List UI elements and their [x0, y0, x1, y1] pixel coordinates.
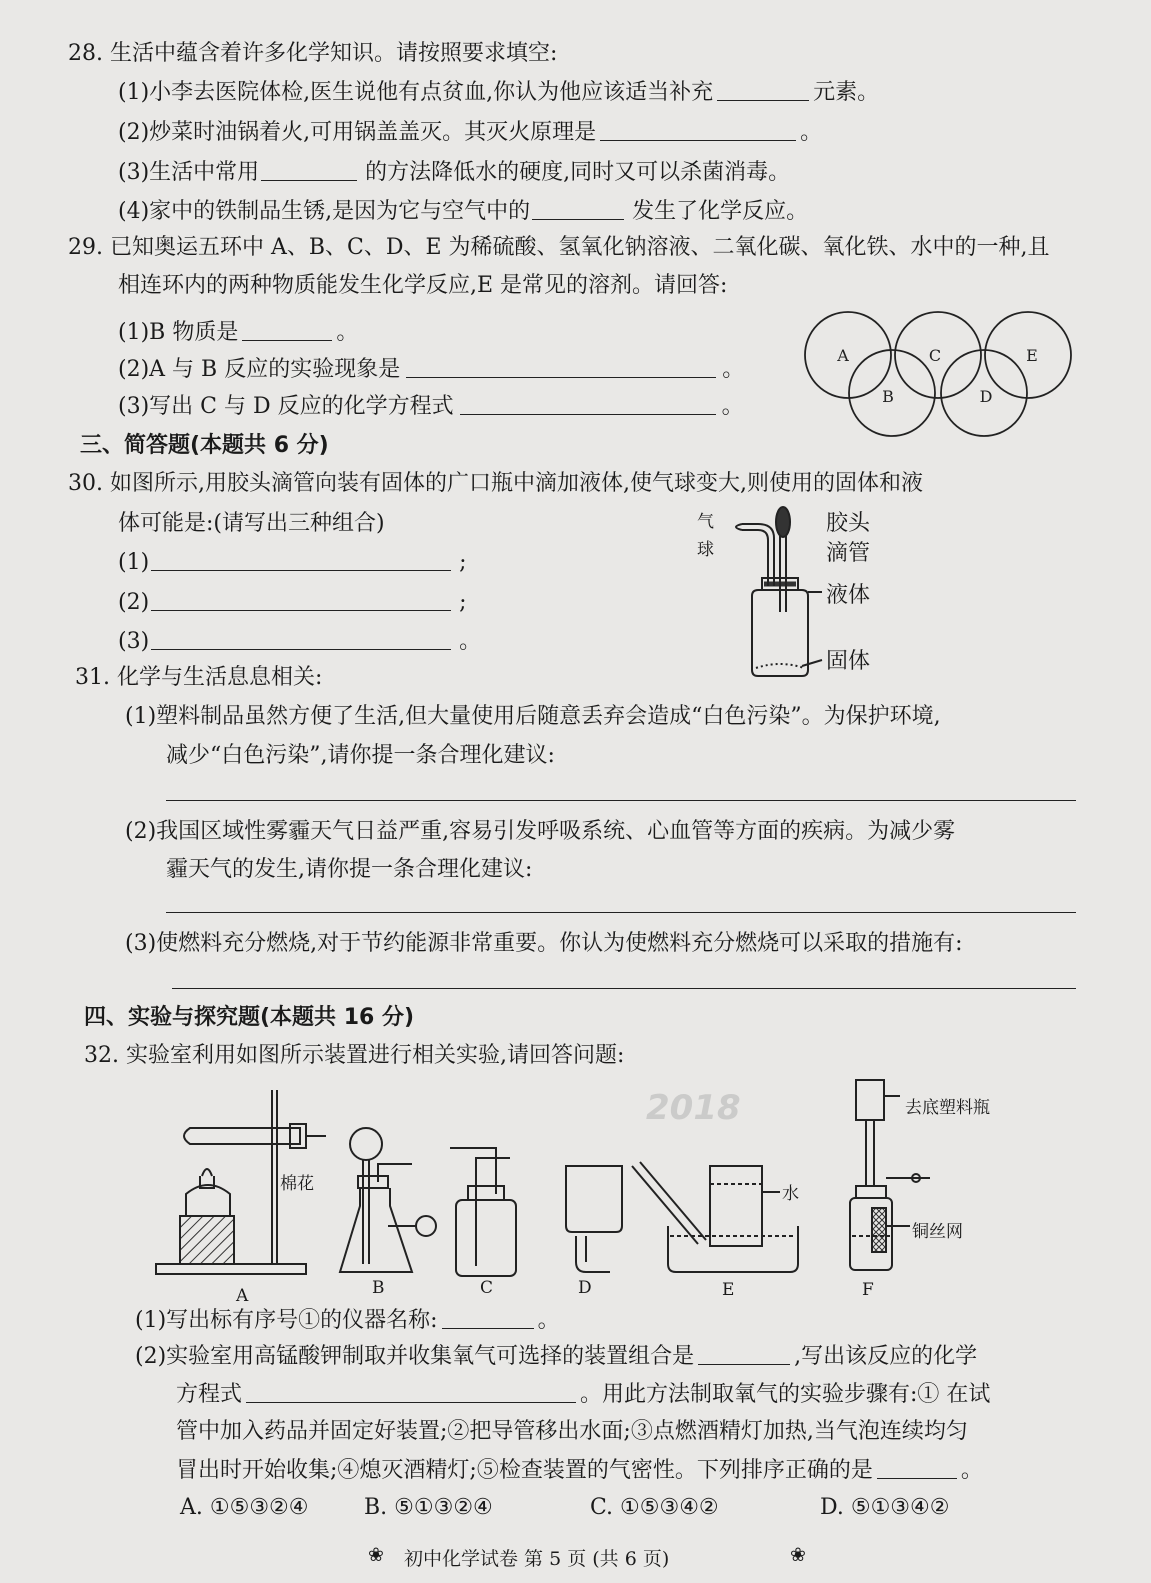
water-label: 水 — [782, 1184, 799, 1204]
answer-blank[interactable] — [532, 197, 624, 220]
lab-apparatus-figure — [150, 1076, 970, 1296]
q32-stem: 32. 实验室利用如图所示装置进行相关实验,请回答问题: — [84, 1043, 625, 1068]
q32-part2-line4: 冒出时开始收集;④熄灭酒精灯;⑤检查装置的气密性。下列排序正确的是 。 — [176, 1458, 983, 1483]
q31-part1-line2: 减少“白色污染”,请你提一条合理化建议: — [166, 743, 555, 768]
q30-answer1: (1) ; — [118, 550, 467, 575]
ring-label-a: A — [837, 346, 849, 365]
option-a[interactable]: A. ①⑤③②④ — [180, 1495, 309, 1520]
ring-label-e: E — [1026, 346, 1038, 365]
q28-part2: (2)炒菜时油锅着火,可用锅盖盖灭。其灭火原理是 。 — [118, 120, 823, 145]
section-4-heading: 四、实验与探究题(本题共 16 分) — [84, 1005, 415, 1030]
apparatus-b — [340, 1128, 436, 1272]
label-c: C — [480, 1278, 494, 1298]
answer-blank[interactable] — [151, 588, 451, 611]
option-c[interactable]: C. ①⑤③④② — [590, 1495, 719, 1520]
answer-blank[interactable] — [460, 392, 716, 415]
q31-part2-line1: (2)我国区域性雾霾天气日益严重,容易引发呼吸系统、心血管等方面的疾病。为减少雾 — [125, 819, 956, 844]
page-footer: 初中化学试卷 第 5 页 (共 6 页) — [404, 1548, 670, 1570]
apparatus-e — [632, 1162, 798, 1272]
answer-blank[interactable] — [698, 1342, 790, 1365]
option-d[interactable]: D. ⑤①③④② — [820, 1495, 950, 1520]
q29-part1: (1)B 物质是 。 — [118, 320, 359, 345]
label-e: E — [722, 1280, 735, 1300]
dropper-label-2: 滴管 — [826, 541, 871, 566]
answer-blank[interactable] — [261, 158, 357, 181]
liquid-label: 液体 — [826, 583, 871, 608]
bottle-label: 去底塑料瓶 — [905, 1098, 990, 1118]
q31-part1-line1: (1)塑料制品虽然方便了生活,但大量使用后随意丢弃会造成“白色污染”。为保护环境, — [125, 704, 941, 729]
dropper-label-1: 胶头 — [826, 511, 871, 536]
q31-part2-line2: 霾天气的发生,请你提一条合理化建议: — [166, 857, 533, 882]
q31-stem: 31. 化学与生活息息相关: — [75, 665, 323, 690]
section-3-heading: 三、简答题(本题共 6 分) — [80, 433, 329, 458]
apparatus-d — [566, 1166, 622, 1272]
answer-blank[interactable] — [717, 78, 809, 101]
q32-part1: (1)写出标有序号①的仪器名称: 。 — [135, 1308, 560, 1333]
answer-blank[interactable] — [151, 548, 451, 571]
footer-deco-right: ❀ — [790, 1544, 806, 1566]
q29-stem-line2: 相连环内的两种物质能发生化学反应,E 是常见的溶剂。请回答: — [118, 273, 728, 298]
q32-part2-line1: (2)实验室用高锰酸钾制取并收集氧气可选择的装置组合是 ,写出该反应的化学 — [135, 1344, 978, 1369]
q29-part3: (3)写出 C 与 D 反应的化学方程式 。 — [118, 394, 744, 419]
ring-label-c: C — [928, 346, 942, 365]
solid-label: 固体 — [826, 649, 871, 674]
q28-part4: (4)家中的铁制品生锈,是因为它与空气中的 发生了化学反应。 — [118, 199, 809, 224]
dropper-bulb — [776, 507, 790, 537]
q30-stem-line1: 30. 如图所示,用胶头滴管向装有固体的广口瓶中滴加液体,使气球变大,则使用的固体和液 — [68, 471, 923, 496]
q30-stem-line2: 体可能是:(请写出三种组合) — [118, 511, 385, 536]
balloon-label-2: 球 — [697, 540, 714, 560]
q30-answer3: (3) 。 — [118, 629, 482, 654]
answer-blank[interactable] — [242, 318, 332, 341]
cotton-label: 棉花 — [280, 1174, 314, 1194]
balloon-label-1: 气 — [697, 512, 714, 532]
mesh-label: 铜丝网 — [912, 1222, 963, 1242]
label-f: F — [862, 1280, 874, 1300]
q28-part3: (3)生活中常用 的方法降低水的硬度,同时又可以杀菌消毒。 — [118, 160, 791, 185]
label-b: B — [372, 1278, 385, 1298]
q29-stem-line1: 29. 已知奥运五环中 A、B、C、D、E 为稀硫酸、氢氧化钠溶液、二氧化碳、氧化铁、水中的一种,且 — [68, 235, 1050, 260]
answer-blank[interactable] — [877, 1456, 957, 1479]
q32-part2-line3: 管中加入药品并固定好装置;②把导管移出水面;③点燃酒精灯加热,当气泡连续均匀 — [176, 1419, 968, 1444]
q29-part2: (2)A 与 B 反应的实验现象是 。 — [118, 357, 745, 382]
label-a: A — [236, 1286, 249, 1306]
q31-answer3-line[interactable] — [172, 988, 1076, 989]
q28-stem: 28. 生活中蕴含着许多化学知识。请按照要求填空: — [68, 41, 558, 66]
answer-blank[interactable] — [406, 355, 716, 378]
label-d: D — [578, 1278, 592, 1298]
footer-deco-left: ❀ — [368, 1544, 384, 1566]
answer-blank[interactable] — [151, 627, 451, 650]
answer-blank[interactable] — [600, 118, 796, 141]
option-b[interactable]: B. ⑤①③②④ — [364, 1495, 493, 1520]
q31-answer2-line[interactable] — [166, 912, 1076, 913]
q31-part3-line1: (3)使燃料充分燃烧,对于节约能源非常重要。你认为使燃料充分燃烧可以采取的措施有: — [125, 931, 963, 956]
ring-label-d: D — [979, 387, 993, 406]
q28-part1: (1)小李去医院体检,医生说他有点贫血,你认为他应该适当补充 元素。 — [118, 80, 880, 105]
q30-answer2: (2) ; — [118, 590, 467, 615]
olympic-rings-figure — [800, 305, 1090, 455]
answer-blank[interactable] — [442, 1306, 534, 1329]
watermark: 2018 — [646, 1088, 741, 1128]
answer-blank[interactable] — [246, 1380, 576, 1403]
balloon — [736, 524, 742, 530]
q32-part2-line2: 方程式 。用此方法制取氧气的实验步骤有:① 在试 — [176, 1382, 991, 1407]
q31-answer1-line[interactable] — [166, 800, 1076, 801]
ring-label-b: B — [882, 387, 894, 406]
apparatus-c — [450, 1148, 516, 1276]
